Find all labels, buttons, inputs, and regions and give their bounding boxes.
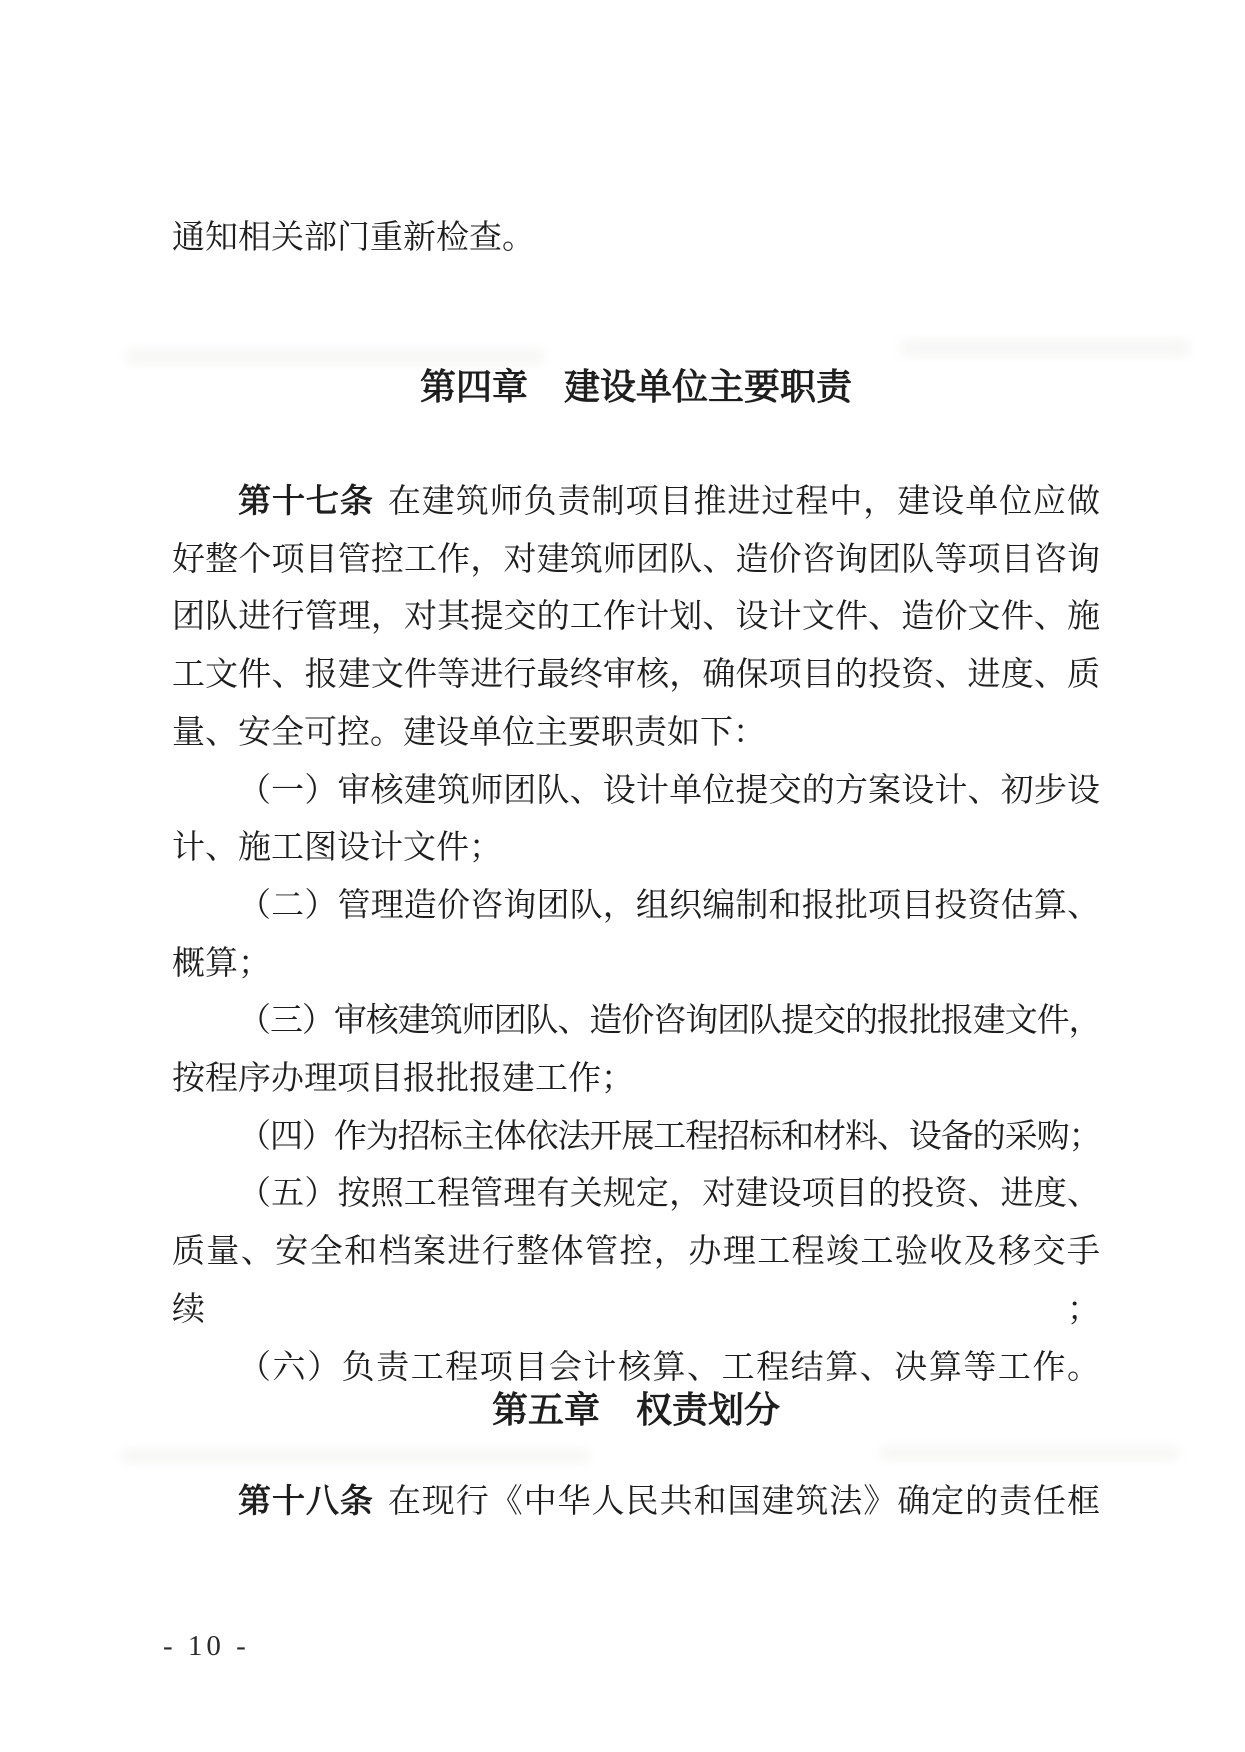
- chapter-4-heading: 第四章 建设单位主要职责: [419, 366, 852, 407]
- scan-artifact: [900, 338, 1190, 358]
- article-17-item-2-line: 概算；: [172, 945, 271, 982]
- article-17-item-1-line: 计、施工图设计文件；: [172, 830, 502, 867]
- article-17-item-3-line: 按程序办理项目报批报建工作；: [172, 1061, 634, 1098]
- article-17-item-5-line: 质量、安全和档案进行整体管控，办理工程竣工验收及移交手续；: [172, 1234, 1100, 1328]
- article-18-paragraph: [172, 1472, 1100, 1532]
- scan-artifact: [120, 1448, 590, 1464]
- article-17-line: 好整个项目管控工作，对建筑师团队、造价咨询团队等项目咨询: [172, 541, 1100, 578]
- page-number: - 10 -: [163, 1630, 250, 1662]
- article-17-number: 第十七条: [238, 482, 374, 519]
- article-17-item-3-line: （三）审核建筑师团队、造价咨询团队提交的报批报建文件，: [238, 1003, 1100, 1040]
- scan-artifact: [880, 1445, 1180, 1461]
- article-17-item-4-line: （四）作为招标主体依法开展工程招标和材料、设备的采购；: [238, 1118, 1100, 1155]
- article-17-line-text: 在建筑师负责制项目推进过程中，建设单位应做: [387, 484, 1101, 520]
- article-17-line: 工文件、报建文件等进行最终审核，确保项目的投资、进度、质: [172, 657, 1100, 694]
- article-18-number: 第十八条: [238, 1482, 374, 1519]
- paragraph-continuation-line: 通知相关部门重新检查。: [172, 220, 535, 256]
- article-17-item-1-line: （一）审核建筑师团队、设计单位提交的方案设计、初步设: [238, 772, 1100, 809]
- article-18-line-text: 在现行《中华人民共和国建筑法》确定的责任框: [387, 1484, 1101, 1520]
- chapter-5-heading: 第五章 权责划分: [491, 1389, 780, 1430]
- article-17-item-6-line: （六）负责工程项目会计核算、工程结算、决算等工作。: [238, 1349, 1100, 1386]
- article-17-line: 量、安全可控。建设单位主要职责如下：: [172, 714, 766, 751]
- article-17-item-2-line: （二）管理造价咨询团队，组织编制和报批项目投资估算、: [238, 887, 1100, 924]
- article-17-paragraph: [172, 472, 1100, 1397]
- article-17-line: 团队进行管理，对其提交的工作计划、设计文件、造价文件、施: [172, 599, 1100, 636]
- article-17-line: [172, 472, 1100, 532]
- article-17-item-5-line: （五）按照工程管理有关规定，对建设项目的投资、进度、: [238, 1176, 1100, 1213]
